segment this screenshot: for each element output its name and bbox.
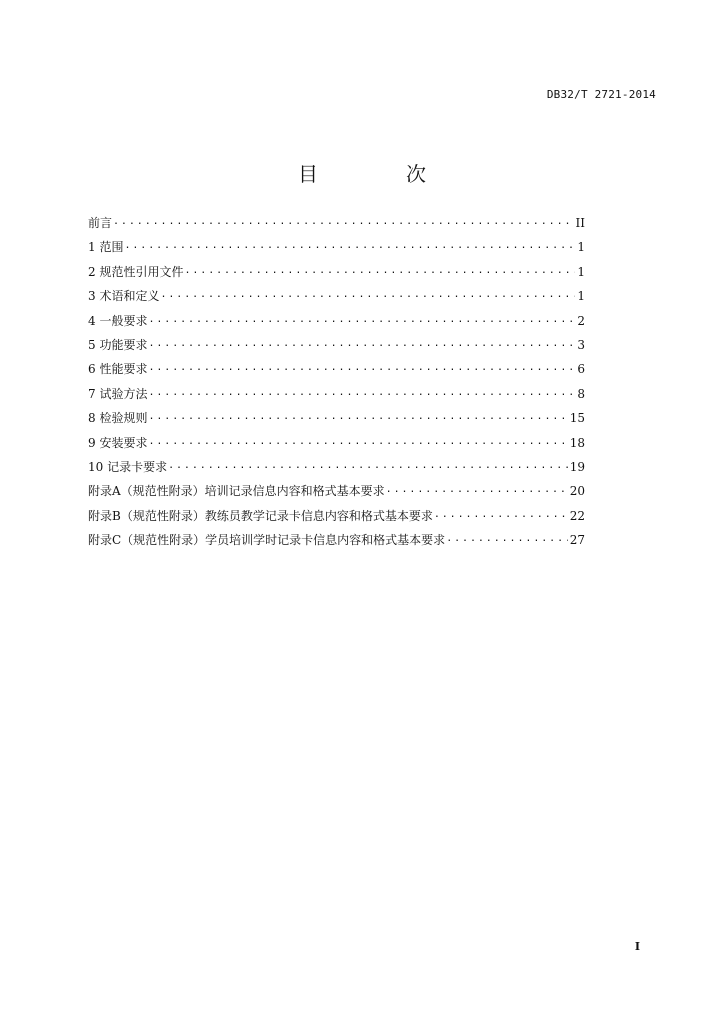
toc-dot-leader bbox=[160, 286, 575, 300]
toc-entry-label: 前言 bbox=[88, 216, 113, 230]
toc-entry-page: 1 bbox=[577, 240, 585, 255]
toc-entry[interactable] bbox=[88, 286, 585, 310]
toc-entry[interactable] bbox=[88, 335, 585, 359]
toc-dot-leader bbox=[148, 335, 575, 349]
toc-entry-label: 10 记录卡要求 bbox=[88, 459, 168, 474]
toc-entry-label: 2 规范性引用文件 bbox=[88, 264, 184, 279]
toc-entry[interactable] bbox=[88, 384, 585, 408]
toc-entry[interactable] bbox=[88, 237, 585, 261]
toc-entry-page: 20 bbox=[569, 484, 585, 499]
toc-dot-leader bbox=[148, 359, 575, 373]
toc-entry-label: 1 范围 bbox=[88, 240, 124, 255]
table-of-contents bbox=[88, 213, 585, 554]
toc-entry-page: 3 bbox=[577, 337, 585, 352]
toc-dot-leader bbox=[148, 384, 575, 398]
toc-entry-label: 附录C（规范性附录）学员培训学时记录卡信息内容和格式基本要求 bbox=[88, 533, 446, 548]
standard-code: DB32/T 2721-2014 bbox=[546, 88, 656, 101]
toc-entry-label: 附录A（规范性附录）培训记录信息内容和格式基本要求 bbox=[88, 484, 385, 499]
toc-entry-page: 15 bbox=[569, 411, 585, 426]
toc-entry[interactable] bbox=[88, 262, 585, 286]
toc-entry[interactable] bbox=[88, 457, 585, 481]
toc-entry-label: 3 术语和定义 bbox=[88, 289, 160, 304]
toc-entry-page: 2 bbox=[577, 313, 585, 328]
toc-dot-leader bbox=[434, 506, 568, 520]
toc-entry-page: 6 bbox=[577, 362, 585, 377]
toc-dot-leader bbox=[124, 237, 575, 251]
toc-entry-label: 8 检验规则 bbox=[88, 411, 148, 426]
toc-dot-leader bbox=[184, 262, 575, 276]
toc-dot-leader bbox=[446, 530, 568, 544]
toc-entry[interactable] bbox=[88, 311, 585, 335]
toc-dot-leader bbox=[148, 433, 567, 447]
toc-entry-label: 附录B（规范性附录）教练员教学记录卡信息内容和格式基本要求 bbox=[88, 508, 433, 523]
page-title: 目 次 bbox=[298, 162, 460, 186]
toc-entry-label: 6 性能要求 bbox=[88, 362, 148, 377]
toc-entry-label: 5 功能要求 bbox=[88, 337, 148, 352]
toc-entry[interactable] bbox=[88, 481, 585, 505]
toc-dot-leader bbox=[148, 408, 567, 422]
toc-dot-leader bbox=[168, 457, 568, 471]
toc-entry-page: 1 bbox=[577, 264, 585, 279]
toc-entry-page: 8 bbox=[577, 386, 585, 401]
page-number: I bbox=[634, 940, 640, 953]
toc-entry-page: II bbox=[575, 216, 585, 230]
toc-entry[interactable] bbox=[88, 530, 585, 554]
toc-entry-label: 4 一般要求 bbox=[88, 313, 148, 328]
toc-entry[interactable] bbox=[88, 408, 585, 432]
toc-entry-label: 7 试验方法 bbox=[88, 386, 148, 401]
toc-entry-page: 22 bbox=[569, 508, 585, 523]
toc-entry-page: 1 bbox=[577, 289, 585, 304]
toc-dot-leader bbox=[113, 213, 574, 227]
toc-entry[interactable] bbox=[88, 359, 585, 383]
toc-entry[interactable] bbox=[88, 506, 585, 530]
toc-entry[interactable] bbox=[88, 213, 585, 237]
toc-entry-label: 9 安装要求 bbox=[88, 435, 148, 450]
toc-entry-page: 18 bbox=[569, 435, 585, 450]
toc-dot-leader bbox=[386, 481, 568, 495]
toc-entry[interactable] bbox=[88, 433, 585, 457]
toc-entry-page: 19 bbox=[569, 459, 585, 474]
toc-entry-page: 27 bbox=[569, 533, 585, 548]
toc-dot-leader bbox=[148, 311, 575, 325]
